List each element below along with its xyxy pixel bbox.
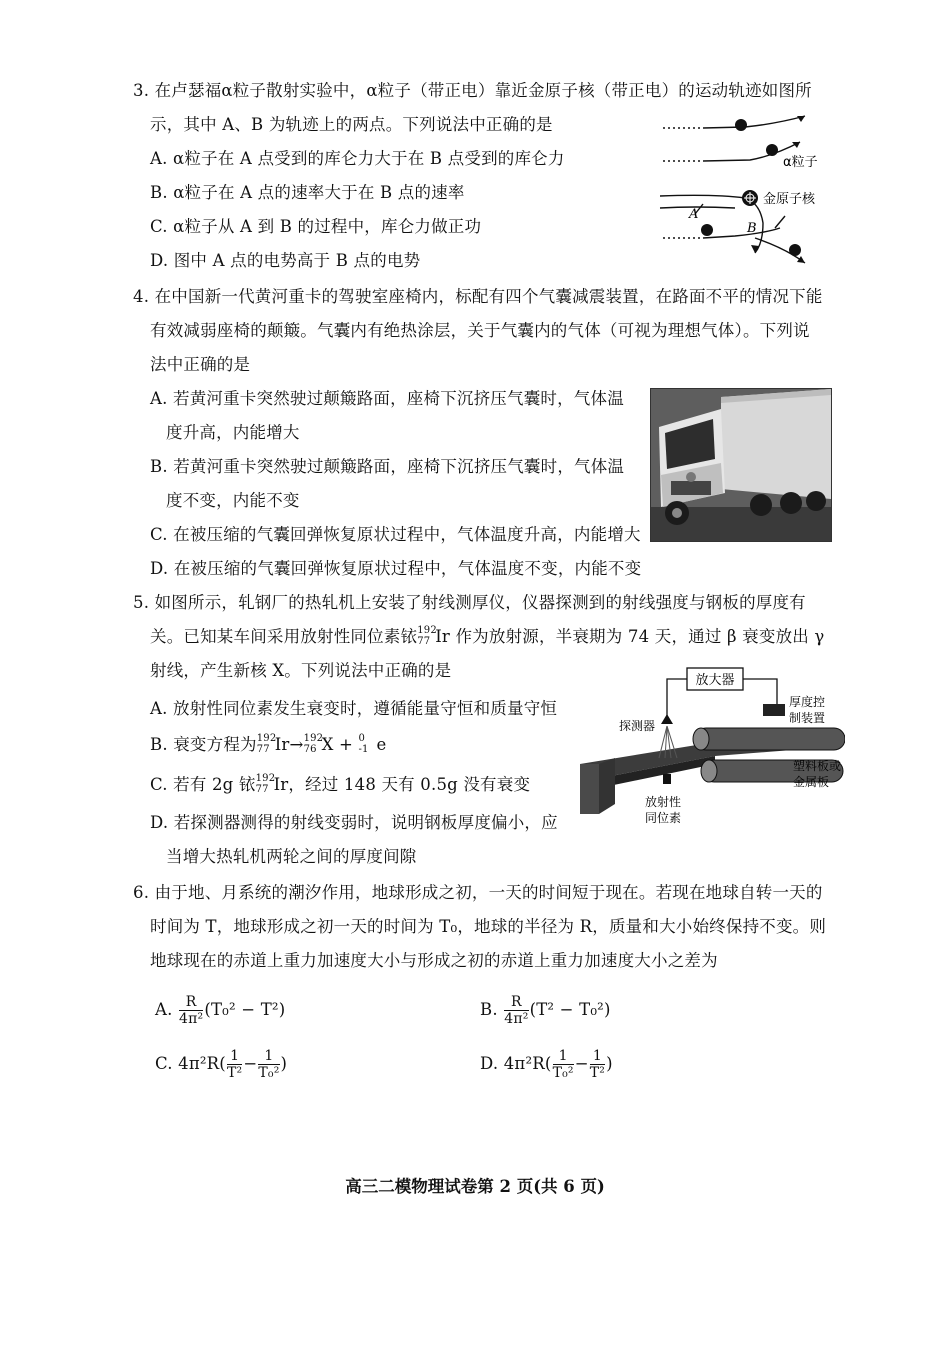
q5-option-c-ir-z: 77: [255, 784, 269, 795]
q6-option-b-numerator: R: [504, 994, 528, 1011]
q5-option-b-prefix: B. 衰变方程为: [150, 735, 257, 754]
q5-option-b-e-mass: 0: [358, 733, 365, 744]
q5-figure-thickness-2: 制装置: [789, 711, 826, 725]
q5-stem-line-2b: Ir 作为放射源，半衰期为 74 天，通过 β 衰变放出 γ: [435, 627, 825, 646]
q6-option-d-f2-num: 1: [590, 1048, 605, 1065]
q5-figure-plate-1: 塑料板或: [793, 759, 842, 773]
q5-figure-detector: 探测器: [619, 719, 656, 733]
q3-option-a: A. α粒子在 A 点受到的库仑力大于在 B 点受到的库仑力: [150, 149, 565, 168]
q5-option-c-ir-isotope: [256, 774, 274, 796]
q5-stem-line-2a: 关。已知某车间采用放射性同位素铱: [150, 627, 418, 646]
q5-option-b-x-z: 76: [303, 744, 317, 755]
q5-option-d-line-2: 当增大热轧机两轮之间的厚度间隙: [166, 847, 417, 866]
q6-option-a-numerator: R: [179, 994, 203, 1011]
q5-stem-line-1: 5. 如图所示，轧钢厂的热轧机上安装了射线测厚仪，仪器探测到的射线强度与钢板的厚度有: [133, 593, 806, 612]
q6-option-c-fraction-1: [227, 1048, 242, 1081]
q6-option-a-denominator: 4π²: [179, 1011, 204, 1027]
q6-option-c-f1-num: 1: [227, 1048, 242, 1065]
q5-option-b-x: X +: [321, 735, 353, 754]
q5-figure-amplifier: 放大器: [695, 673, 735, 688]
q5-option-c: [150, 774, 530, 796]
q5-stem-iridium-isotope: [417, 626, 435, 648]
q5-option-b-x-mass: 192: [303, 733, 324, 744]
iridium-mass-number: 192: [417, 625, 437, 636]
q5-option-b-arrow: Ir→: [274, 735, 304, 754]
q5-option-a: A. 放射性同位素发生衰变时，遵循能量守恒和质量守恒: [150, 699, 558, 718]
q6-option-d-f2-den: T²: [589, 1065, 606, 1081]
q6-option-a: [155, 992, 285, 1028]
q6-option-b-denominator: 4π²: [504, 1011, 529, 1027]
q5-option-b-ir-z: 77: [256, 744, 270, 755]
q6-option-a-tail: (T₀² − T²): [204, 1000, 286, 1019]
q6-stem-line-1: 6. 由于地、月系统的潮汐作用，地球形成之初，一天的时间短于现在。若现在地球自转一天的: [133, 883, 823, 902]
q6-option-d-close: ): [606, 1054, 613, 1073]
q5-option-b-e-z: -1: [358, 744, 369, 755]
q5-option-c-suffix: Ir，经过 148 天有 0.5g 没有衰变: [273, 775, 531, 794]
q5-option-b-e: e: [376, 735, 387, 754]
q6-option-c-f2-den: T₀²: [258, 1065, 280, 1081]
q5-figure-source-2: 同位素: [645, 811, 682, 825]
q4-option-b-line-2: 度不变，内能不变: [166, 491, 300, 510]
q6-option-b-fraction: [504, 994, 528, 1027]
q3-figure-label-b: B: [747, 221, 757, 236]
q5-figure-thickness-1: 厚度控: [789, 695, 826, 709]
q5-option-b-e-isotope: [358, 734, 376, 756]
q6-option-a-label: A.: [155, 1000, 173, 1019]
q4-option-a-line-1: A. 若黄河重卡突然驶过颠簸路面，座椅下沉挤压气囊时，气体温: [150, 389, 624, 408]
q6-option-c-f1-den: T²: [226, 1065, 243, 1081]
q6-option-b: [480, 992, 611, 1028]
q4-stem-line-3: 法中正确的是: [150, 355, 251, 374]
q4-stem-line-2: 有效减弱座椅的颠簸。气囊内有绝热涂层，关于气囊内的气体（可视为理想气体）。下列说: [150, 321, 810, 340]
q3-stem-line-2: 示，其中 A、B 为轨迹上的两点。下列说法中正确的是: [150, 115, 553, 134]
q5-figure-plate-2: 金属板: [793, 775, 830, 789]
q6-option-d: [480, 1046, 613, 1082]
q5-option-c-ir-mass: 192: [255, 773, 276, 784]
q5-option-d-line-1: D. 若探测器测得的射线变弱时，说明钢板厚度偏小，应: [150, 813, 558, 832]
q6-option-d-label: D. 4π²R(: [480, 1054, 552, 1073]
q4-option-c: C. 在被压缩的气囊回弹恢复原状过程中，气体温度升高，内能增大: [150, 525, 641, 544]
q6-option-a-fraction: [179, 994, 203, 1027]
q6-option-c-fraction-2: [258, 1048, 279, 1081]
q5-option-c-prefix: C. 若有 2g 铱: [150, 775, 256, 794]
q6-option-c: [155, 1046, 287, 1082]
q6-option-c-close: ): [280, 1054, 288, 1073]
q3-option-d: D. 图中 A 点的电势高于 B 点的电势: [150, 251, 421, 270]
q5-option-b: [150, 734, 386, 756]
q5-stem-line-3: 射线，产生新核 X。下列说法中正确的是: [150, 661, 452, 680]
page-footer: 高三二模物理试卷第 2 页(共 6 页): [345, 1177, 605, 1196]
q6-option-d-minus: −: [574, 1054, 589, 1073]
q5-option-b-ir-isotope: [257, 734, 275, 756]
q3-figure-label-nucleus: 金原子核: [763, 192, 816, 207]
q5-stem-line-2: [150, 626, 824, 648]
q3-scattering-figure: [655, 108, 835, 278]
q6-option-b-label: B.: [480, 1000, 498, 1019]
q5-figure-source-1: 放射性: [645, 795, 682, 809]
q4-option-d: D. 在被压缩的气囊回弹恢复原状过程中，气体温度不变，内能不变: [150, 559, 642, 578]
q4-option-b-line-1: B. 若黄河重卡突然驶过颠簸路面，座椅下沉挤压气囊时，气体温: [150, 457, 625, 476]
q6-stem-line-2: 时间为 T，地球形成之初一天的时间为 T₀，地球的半径为 R，质量和大小始终保持不变。则: [150, 917, 827, 936]
q3-stem-line-1: 3. 在卢瑟福α粒子散射实验中，α粒子（带正电）靠近金原子核（带正电）的运动轨迹如图所: [133, 81, 812, 100]
q6-option-c-minus: −: [243, 1054, 258, 1073]
q3-figure-label-a: A: [689, 207, 699, 222]
q5-option-b-x-isotope: [304, 734, 322, 756]
q3-option-c: C. α粒子从 A 到 B 的过程中，库仑力做正功: [150, 217, 482, 236]
q6-option-c-f2-num: 1: [258, 1048, 279, 1065]
q6-option-d-fraction-1: [553, 1048, 574, 1081]
q6-option-d-fraction-2: [590, 1048, 605, 1081]
q5-thickness-gauge-figure: [575, 664, 845, 834]
iridium-atomic-number: 77: [417, 636, 431, 647]
q4-truck-photo: [650, 388, 832, 542]
q6-option-d-f1-num: 1: [553, 1048, 574, 1065]
q6-option-c-label: C. 4π²R(: [155, 1054, 226, 1073]
q4-option-a-line-2: 度升高，内能增大: [166, 423, 300, 442]
q4-stem-line-1: 4. 在中国新一代黄河重卡的驾驶室座椅内，标配有四个气囊减震装置，在路面不平的情况下能: [133, 287, 823, 306]
q6-option-d-f1-den: T₀²: [552, 1065, 574, 1081]
q5-option-b-ir-mass: 192: [256, 733, 277, 744]
q6-option-b-tail: (T² − T₀²): [529, 1000, 611, 1019]
q3-option-b: B. α粒子在 A 点的速率大于在 B 点的速率: [150, 183, 465, 202]
q3-figure-label-particle: α粒子: [783, 155, 818, 170]
q6-stem-line-3: 地球现在的赤道上重力加速度大小与形成之初的赤道上重力加速度大小之差为: [150, 951, 718, 970]
